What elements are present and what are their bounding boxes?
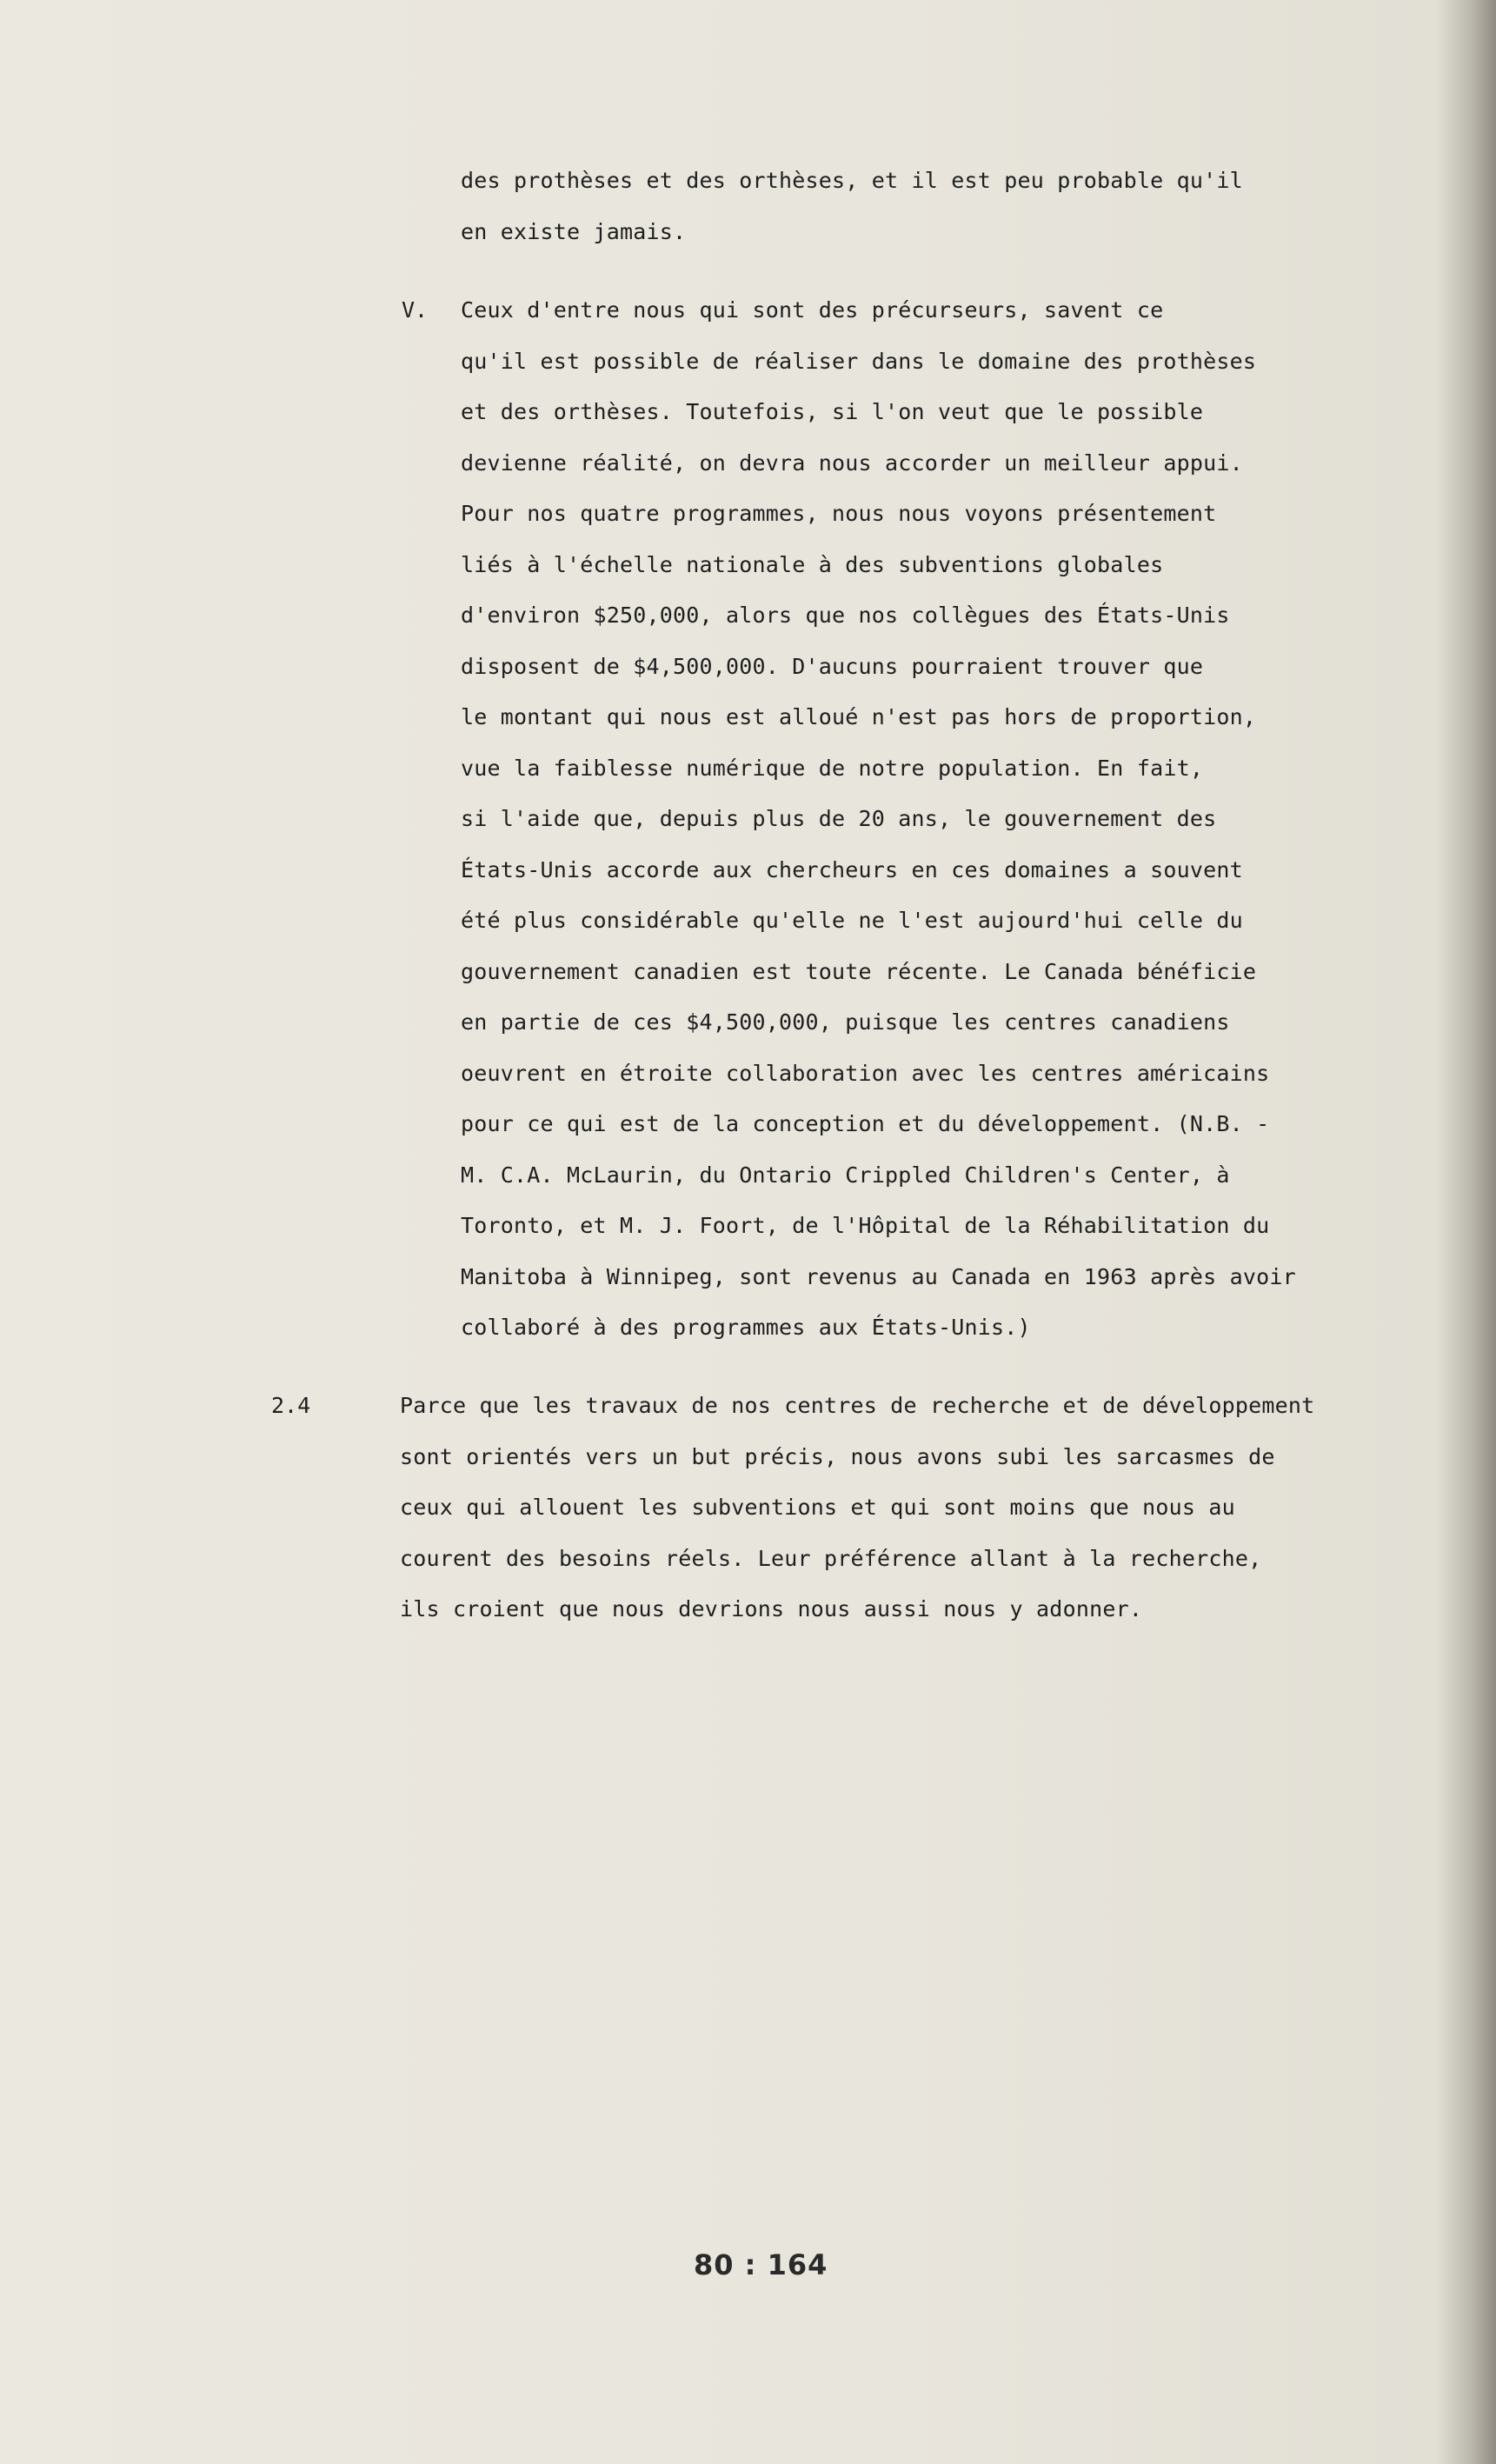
text-line: été plus considérable qu'elle ne l'est aujourd'hui celle du [461,908,1243,933]
text-line: Pour nos quatre programmes, nous nous voyons présentement [461,501,1217,526]
text-line: oeuvrent en étroite collaboration avec les centres américains [461,1061,1270,1086]
text-line: collaboré à des programmes aux États-Unis.) [461,1315,1031,1340]
text-line: Ceux d'entre nous qui sont des précurseurs, savent ce [461,297,1164,323]
text-line: qu'il est possible de réaliser dans le domaine des prothèses [461,349,1257,374]
section-number: 2.4 [271,1393,311,1418]
text-line: en existe jamais. [461,219,687,244]
page-number: 80 : 164 [694,2248,828,2281]
text-line: devienne réalité, on devra nous accorder un meilleur appui. [461,450,1243,476]
text-line: des prothèses et des orthèses, et il est peu probable qu'il [461,168,1243,193]
text-line: ils croient que nous devrions nous aussi nous y adonner. [400,1596,1143,1622]
text-line: si l'aide que, depuis plus de 20 ans, le gouvernement des [461,806,1217,831]
text-line: le montant qui nous est alloué n'est pas hors de proportion, [461,704,1257,729]
text-line: liés à l'échelle nationale à des subventions globales [461,552,1164,577]
text-line: d'environ $250,000, alors que nos collègues des États-Unis [461,603,1230,628]
text-line: ceux qui allouent les subventions et qui sont moins que nous au [400,1495,1235,1520]
text-line: en partie de ces $4,500,000, puisque les centres canadiens [461,1009,1230,1035]
section-marker: V. [402,297,429,323]
text-line: et des orthèses. Toutefois, si l'on veut que le possible [461,399,1204,424]
text-line: sont orientés vers un but précis, nous avons subi les sarcasmes de [400,1444,1275,1469]
text-line: pour ce qui est de la conception et du développement. (N.B. - [461,1111,1270,1136]
text-line: Toronto, et M. J. Foort, de l'Hôpital de la Réhabilitation du [461,1213,1270,1238]
text-line: disposent de $4,500,000. D'aucuns pourraient trouver que [461,654,1204,679]
text-line: vue la faiblesse numérique de notre population. En fait, [461,756,1204,781]
text-line: Manitoba à Winnipeg, sont revenus au Canada en 1963 après avoir [461,1264,1296,1289]
text-line: Parce que les travaux de nos centres de recherche et de développement [400,1393,1315,1418]
text-line: courent des besoins réels. Leur préférence allant à la recherche, [400,1546,1262,1571]
text-line: M. C.A. McLaurin, du Ontario Crippled Children's Center, à [461,1162,1230,1188]
text-line: États-Unis accorde aux chercheurs en ces domaines a souvent [461,857,1243,882]
text-line: gouvernement canadien est toute récente. Le Canada bénéficie [461,959,1257,984]
